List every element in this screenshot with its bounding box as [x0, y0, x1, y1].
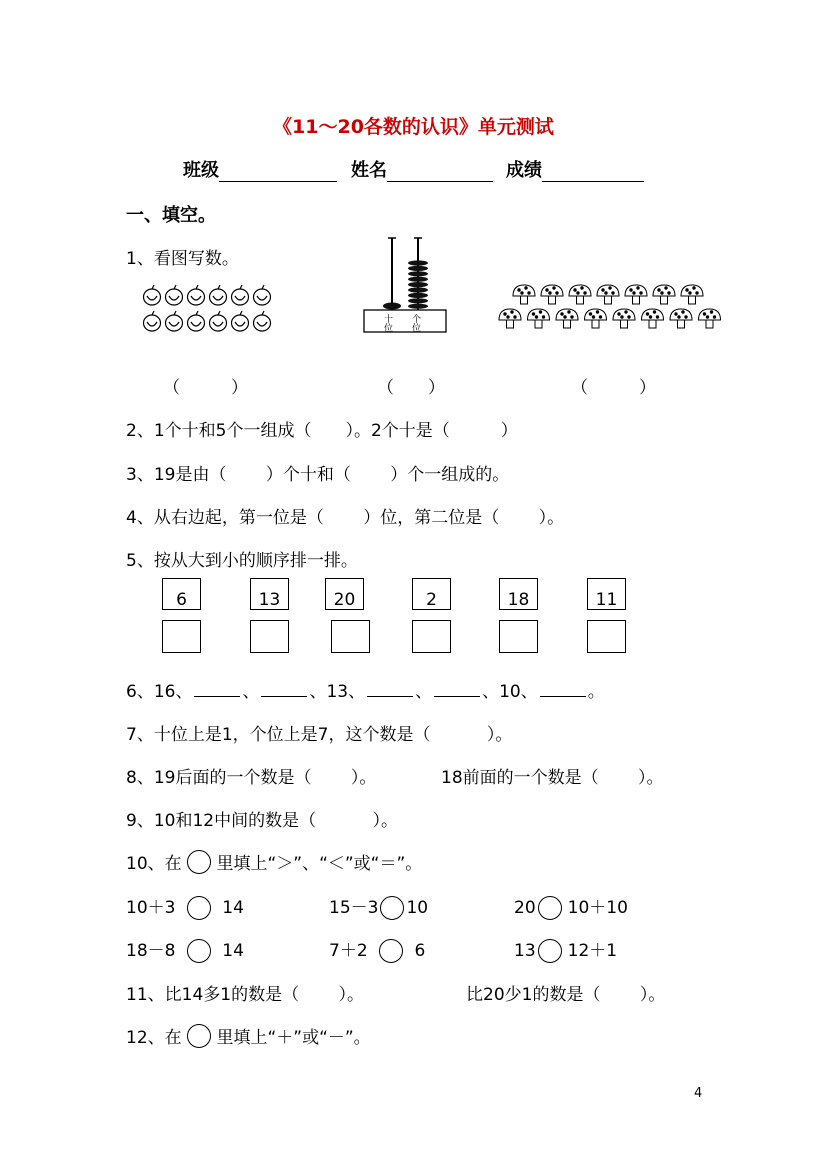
number-box-18: 18 — [499, 578, 538, 610]
q1-answer-apples[interactable]: （ ） — [163, 378, 248, 398]
compare-right: 6 — [414, 941, 426, 961]
q6-blank-1[interactable] — [194, 680, 240, 697]
compare-1-1 — [126, 893, 244, 920]
abacus-picture — [362, 232, 450, 336]
section-heading: 一、填空。 — [126, 205, 216, 226]
abacus-label-ge: 个 — [412, 315, 422, 325]
q6-sep-1: 、 — [242, 682, 260, 702]
answer-box-5[interactable] — [499, 620, 538, 653]
q6-blank-2[interactable] — [261, 680, 307, 697]
q12-intro-b: 里填上“＋”或“－”。 — [216, 1028, 371, 1048]
number-box-11: 11 — [587, 578, 626, 610]
score-label: 成绩 — [506, 160, 542, 181]
compare-right: 10＋10 — [567, 898, 628, 918]
apple-icon — [254, 311, 271, 331]
question-8b: 18前面的一个数是（ ）。 — [441, 768, 664, 788]
question-4: 4、从右边起，第一位是（ ）位，第二位是（ ）。 — [126, 508, 565, 528]
q6-blank-3[interactable] — [367, 680, 413, 697]
compare-right: 12＋1 — [567, 941, 618, 961]
compare-left: 13 — [514, 941, 536, 961]
compare-left: 10＋3 — [126, 898, 176, 918]
name-field — [351, 156, 493, 182]
question-10 — [126, 849, 422, 874]
question-7: 7、十位上是1，个位上是7，这个数是（ ）。 — [126, 725, 513, 745]
abacus-bead — [408, 266, 428, 271]
compare-left: 20 — [514, 898, 536, 918]
q6-sep-2: 、 — [309, 682, 327, 702]
abacus-bead — [408, 260, 428, 265]
mushrooms-picture — [496, 278, 726, 334]
compare-left: 7＋2 — [329, 941, 368, 961]
page-title: 《11～20各数的认识》单元测试 — [273, 116, 554, 138]
apple-icon — [232, 285, 249, 305]
question-3: 3、19是由（ ）个十和（ ）个一组成的。 — [126, 465, 510, 485]
mushroom-icon — [653, 285, 675, 304]
abacus-label-wei1: 位 — [384, 324, 394, 334]
q6-ten: 10、 — [499, 682, 538, 702]
number-box-20: 20 — [325, 578, 364, 610]
answer-box-2[interactable] — [250, 620, 289, 653]
q1-answer-abacus[interactable]: （ ） — [377, 378, 445, 398]
abacus-label-shi: 十 — [384, 315, 394, 325]
mushroom-icon — [625, 285, 647, 304]
apple-icon — [210, 285, 227, 305]
compare-circle[interactable] — [538, 896, 562, 920]
compare-1-3 — [514, 893, 628, 920]
score-field — [506, 156, 644, 182]
mushroom-icon — [642, 309, 664, 328]
q10-intro-a: 10、在 — [126, 854, 182, 874]
compare-circle[interactable] — [538, 939, 562, 963]
apple-icon — [210, 311, 227, 331]
name-label: 姓名 — [351, 160, 387, 181]
mushroom-icon — [499, 309, 521, 328]
abacus-bead — [408, 287, 428, 292]
abacus-bead — [408, 293, 428, 298]
q6-sep-4: 、 — [482, 682, 500, 702]
score-blank[interactable] — [542, 163, 644, 182]
answer-box-4[interactable] — [412, 620, 451, 653]
class-field — [183, 156, 337, 182]
answer-box-1[interactable] — [162, 620, 201, 653]
number-box-6: 6 — [162, 578, 201, 610]
question-12 — [126, 1023, 371, 1048]
apple-icon — [166, 285, 183, 305]
q6-mid: 13、 — [326, 682, 366, 702]
compare-circle[interactable] — [187, 939, 211, 963]
compare-circle[interactable] — [380, 896, 404, 920]
mushroom-icon — [585, 309, 607, 328]
question-11a: 11、比14多1的数是（ ）。 — [126, 985, 364, 1005]
compare-left: 15－3 — [329, 898, 379, 918]
class-blank[interactable] — [219, 163, 337, 182]
compare-2-1 — [126, 936, 244, 963]
question-9: 9、10和12中间的数是（ ）。 — [126, 811, 398, 831]
compare-circle[interactable] — [379, 939, 403, 963]
abacus-bead — [408, 282, 428, 287]
compare-right: 14 — [222, 941, 244, 961]
mushroom-icon — [613, 309, 635, 328]
circle-icon — [187, 850, 211, 874]
number-box-2: 2 — [412, 578, 451, 610]
q10-intro-b: 里填上“＞”、“＜”或“＝”。 — [216, 854, 423, 874]
answer-box-6[interactable] — [587, 620, 626, 653]
mushroom-icon — [670, 309, 692, 328]
abacus-bead — [408, 304, 428, 309]
mushroom-icon — [681, 285, 703, 304]
apples-picture — [140, 282, 280, 338]
apple-icon — [188, 311, 205, 331]
apple-icon — [254, 285, 271, 305]
mushroom-icon — [699, 309, 721, 328]
compare-left: 18－8 — [126, 941, 176, 961]
question-6 — [126, 677, 605, 702]
abacus-label-wei2: 位 — [412, 324, 422, 334]
question-11b: 比20少1的数是（ ）。 — [466, 985, 666, 1005]
compare-2-2 — [329, 936, 425, 963]
number-box-13: 13 — [250, 578, 289, 610]
mushroom-icon — [569, 285, 591, 304]
q6-blank-4[interactable] — [434, 680, 480, 697]
compare-right: 10 — [406, 898, 429, 918]
q12-intro-a: 12、在 — [126, 1028, 182, 1048]
question-1: 1、看图写数。 — [126, 249, 239, 269]
abacus-bead — [408, 277, 428, 282]
apple-icon — [144, 311, 161, 331]
name-blank[interactable] — [387, 163, 493, 182]
mushroom-icon — [556, 309, 578, 328]
compare-2-3 — [514, 936, 617, 963]
q6-blank-5[interactable] — [540, 680, 586, 697]
q1-answer-mushrooms[interactable]: （ ） — [571, 378, 656, 398]
apple-icon — [188, 285, 205, 305]
abacus-bead — [408, 271, 428, 276]
abacus-bead — [408, 298, 428, 303]
circle-icon — [187, 1024, 211, 1048]
mushroom-icon — [528, 309, 550, 328]
mushroom-icon — [597, 285, 619, 304]
compare-circle[interactable] — [187, 896, 211, 920]
question-5: 5、按从大到小的顺序排一排。 — [126, 551, 358, 571]
compare-right: 14 — [222, 898, 244, 918]
compare-1-2 — [329, 893, 428, 920]
q6-prefix: 6、16、 — [126, 682, 193, 702]
apple-icon — [232, 311, 249, 331]
class-label: 班级 — [183, 160, 219, 181]
question-2: 2、1个十和5个一组成（ ）。2个十是（ ） — [126, 421, 518, 441]
page-number: 4 — [694, 1086, 703, 1101]
q6-end: 。 — [587, 682, 605, 702]
apple-icon — [166, 311, 183, 331]
q6-sep-3: 、 — [415, 682, 433, 702]
answer-box-3[interactable] — [331, 620, 370, 653]
mushroom-icon — [541, 285, 563, 304]
question-8a: 8、19后面的一个数是（ ）。 — [126, 768, 377, 788]
apple-icon — [144, 285, 161, 305]
mushroom-icon — [513, 285, 535, 304]
